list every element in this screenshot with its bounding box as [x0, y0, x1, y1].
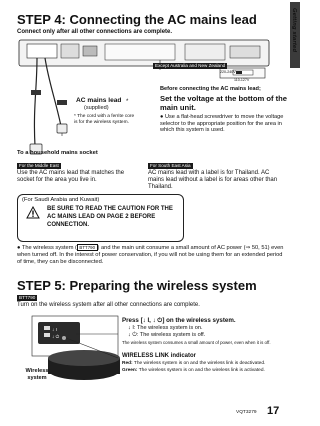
press-text: Press [↓ I, ↓ ⏻] on the wireless system.: [122, 317, 236, 324]
south-east-asia-tag: For South East Asia: [150, 163, 191, 168]
red-text: The wireless system is on and the wireless link is deactivated.: [132, 361, 266, 366]
ac-lead-label: AC mains lead: [76, 97, 122, 104]
voltage-high: 220-240V: [220, 70, 236, 74]
step5-tag: BTT790: [19, 295, 36, 300]
ferrite-note: * The cord with a ferrite core is for the wireless system.: [74, 114, 135, 125]
ac-lead-star: *: [126, 99, 129, 105]
indicator-title: WIRELESS LINK indicator: [122, 353, 197, 359]
indicator-green: [122, 368, 290, 374]
voltage-low: 110-127V: [234, 78, 250, 82]
wireless-note-a: The wireless system (: [21, 245, 77, 251]
caution-icon: [26, 206, 40, 219]
power-on-button[interactable]: ↓ I: [52, 327, 57, 332]
voltage-bullet-text: Use a flat-head screwdriver to move the voltage selector to the appropriate position for the area in which this system is used.: [160, 114, 284, 134]
wireless-power-note: [17, 245, 287, 266]
south-east-asia-text: AC mains lead with a label is for Thailand. AC mains lead without a label is for areas other than Thailand.: [148, 170, 278, 190]
wireless-system-illustration: [26, 314, 122, 396]
except-region-tag: Except Australia and New Zealand: [155, 63, 226, 68]
bullet-icon: ●: [160, 114, 165, 120]
device-label: Wireless system: [25, 368, 49, 381]
voltage-title: Set the voltage at the bottom of the main unit.: [160, 94, 287, 112]
step5-intro: Turn on the wireless system after all other connections are complete.: [17, 302, 200, 308]
middle-east-tag: For the Middle East: [19, 163, 59, 168]
bullet-icon: ●: [17, 245, 22, 251]
step4-title: STEP 4: Connecting the AC mains lead: [17, 12, 257, 27]
middle-east-text: Use the AC mains lead that matches the socket for the area you live in.: [17, 170, 125, 183]
btt-tag: BTT790: [77, 244, 98, 251]
wireless-note-b: ) and the main unit consume a small amount of AC power (⇒ 50, 51) even when turned off. In the interest of power conservation, if you will not be using them for an extended period of time, they can be disconnected.: [17, 245, 284, 265]
on-text: ↓ I: The wireless system is on.: [128, 325, 203, 331]
off-text: ↓ ⏻: The wireless system is off.: [128, 332, 206, 338]
standby-note: The wireless system consumes a small amount of power, even when it is off.: [122, 340, 271, 345]
indicator-red: [122, 361, 290, 367]
green-label: Green:: [122, 368, 138, 373]
voltage-heading: Before connecting the AC mains lead;: [160, 86, 261, 92]
saudi-heading: (For Saudi Arabia and Kuwait): [22, 197, 100, 203]
ac-lead-supplied: (supplied): [84, 105, 109, 111]
side-tab-label: Getting started: [291, 8, 297, 53]
step4-subtitle: Connect only after all other connections are complete.: [17, 29, 173, 35]
red-label: Red:: [122, 361, 133, 366]
voltage-bullet: [160, 114, 286, 134]
step5-title: STEP 5: Preparing the wireless system: [17, 278, 257, 293]
power-off-button[interactable]: ↓ ⏻: [52, 334, 60, 339]
page-number: 17: [267, 405, 280, 417]
green-text: The wireless system is on and the wireless link is activated.: [137, 368, 265, 373]
caution-text: BE SURE TO READ THE CAUTION FOR THE AC MAINS LEAD ON PAGE 2 BEFORE CONNECTION.: [47, 206, 173, 228]
socket-label: To a household mains socket: [17, 150, 98, 156]
document-code: VQT3279: [236, 410, 257, 415]
voltage-selector: [220, 70, 268, 84]
